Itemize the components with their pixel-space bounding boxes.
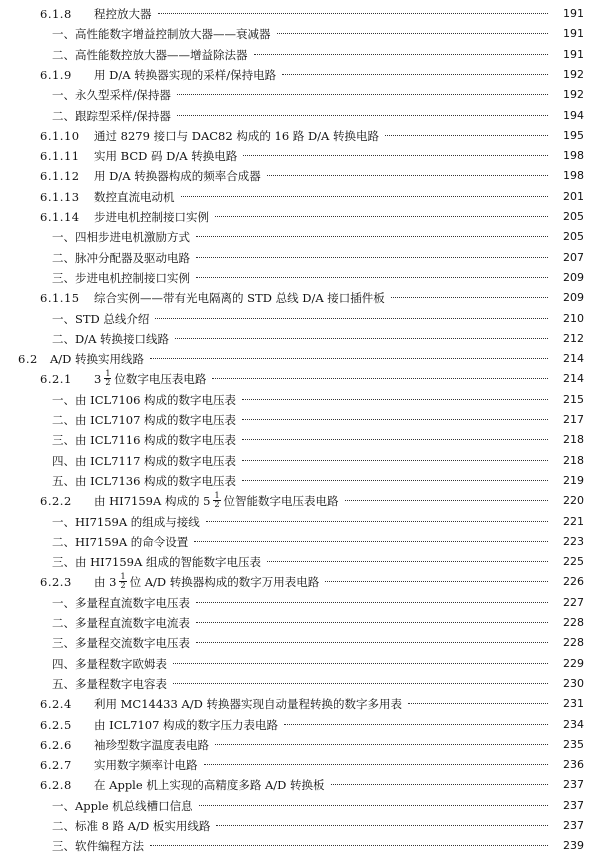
- entry-title: [94, 572, 319, 592]
- entry-title: [52, 329, 169, 349]
- title-text: 步进电机控制接口实例: [94, 210, 209, 224]
- toc-entry[interactable]: [0, 369, 611, 389]
- title-text: 通过 8279 接口与 DAC82 构成的 16 路 D/A 转换电路: [94, 128, 379, 143]
- page-number: 205: [563, 210, 584, 223]
- entry-title: [52, 85, 171, 105]
- section-number: 6.1.9: [40, 67, 72, 82]
- toc-entry[interactable]: [0, 613, 611, 633]
- page-number: 209: [563, 270, 584, 284]
- title-text: 用 D/A 转换器实现的采样/保持电路: [94, 67, 277, 82]
- title-text: 袖珍型数字温度表电路: [94, 737, 209, 752]
- title-text: 利用 MC14433 A/D 转换器实现自动量程转换的数字多用表: [94, 697, 403, 712]
- title-text: 四、多量程数字欧姆表: [52, 656, 167, 671]
- dot-leader: [215, 744, 548, 745]
- entry-title: [52, 552, 261, 572]
- toc-entry[interactable]: [0, 451, 611, 471]
- title-text: 一、四相步进电机激励方式: [52, 230, 190, 245]
- dot-leader: [196, 602, 548, 603]
- toc-entry[interactable]: [0, 471, 611, 491]
- dot-leader: [215, 216, 548, 217]
- page-number: 237: [563, 819, 584, 832]
- dot-leader: [196, 236, 548, 237]
- entry-title: [94, 166, 261, 186]
- page-number: 239: [563, 839, 584, 853]
- toc-entry[interactable]: [0, 674, 611, 694]
- section-number: 6.1.14: [40, 210, 80, 224]
- page-number: 228: [563, 636, 584, 650]
- toc-entry[interactable]: [0, 816, 611, 836]
- dot-leader: [385, 135, 548, 136]
- toc-entry[interactable]: [0, 268, 611, 288]
- page-number: 226: [563, 575, 584, 589]
- dot-leader: [199, 805, 548, 806]
- title-text: 三、由 ICL7116 构成的数字电压表: [52, 433, 237, 448]
- dot-leader: [331, 784, 548, 785]
- entry-title: [52, 654, 167, 674]
- title-text: 数控直流电动机: [94, 189, 175, 204]
- toc-entry[interactable]: [0, 430, 611, 450]
- fraction-denominator: 2: [120, 580, 126, 590]
- section-number: 6.2.2: [40, 494, 72, 509]
- toc-entry[interactable]: [0, 24, 611, 44]
- dot-leader: [408, 703, 548, 704]
- section-number: 6.2.6: [40, 737, 72, 752]
- toc-entry[interactable]: [0, 65, 611, 85]
- title-text: 二、跟踪型采样/保持器: [52, 108, 171, 123]
- dot-leader: [242, 480, 548, 481]
- fraction: [104, 370, 111, 387]
- page-number: 231: [563, 697, 584, 711]
- fraction: [213, 492, 220, 509]
- title-prefix: 由 3: [94, 575, 117, 590]
- toc-entry[interactable]: [0, 106, 611, 126]
- title-text: 综合实例——带有光电隔离的 STD 总线 D/A 接口插件板: [94, 291, 385, 306]
- entry-title: [52, 410, 236, 430]
- title-text: 三、步进电机控制接口实例: [52, 270, 190, 285]
- page-number: 219: [563, 473, 584, 487]
- toc-entry[interactable]: [0, 45, 611, 65]
- page-number: 191: [563, 47, 584, 61]
- dot-leader: [173, 683, 548, 684]
- dot-leader: [196, 257, 548, 258]
- page-number: 195: [563, 128, 584, 142]
- dot-leader: [150, 845, 548, 846]
- page-number: 220: [563, 494, 584, 508]
- toc-entry[interactable]: [0, 410, 611, 430]
- page-number: 223: [563, 534, 584, 548]
- page-number: 227: [563, 595, 584, 609]
- fraction-denominator: 2: [105, 377, 111, 387]
- dot-leader: [177, 115, 548, 116]
- entry-title: [52, 471, 236, 491]
- toc-entry[interactable]: [0, 572, 611, 592]
- toc-entry[interactable]: [0, 309, 611, 329]
- entry-title: [50, 349, 144, 369]
- fraction-numerator: 1: [214, 490, 220, 500]
- toc-entry[interactable]: [0, 694, 611, 714]
- toc-entry[interactable]: [0, 146, 611, 166]
- dot-leader: [181, 196, 549, 197]
- dot-leader: [150, 358, 548, 359]
- toc-entry[interactable]: [0, 4, 611, 24]
- entry-title: [94, 146, 237, 166]
- page-number: 221: [563, 514, 584, 528]
- toc-entry[interactable]: [0, 329, 611, 349]
- dot-leader: [267, 561, 548, 562]
- entry-title: [52, 106, 171, 126]
- title-text: 实用 BCD 码 D/A 转换电路: [94, 149, 238, 164]
- dot-leader: [175, 338, 548, 339]
- dot-leader: [391, 297, 548, 298]
- title-text: 四、由 ICL7117 构成的数字电压表: [52, 453, 237, 468]
- entry-title: [52, 248, 190, 268]
- page-number: 225: [563, 555, 584, 569]
- entry-title: [94, 491, 339, 511]
- title-text: A/D 转换实用线路: [50, 352, 145, 367]
- page-number: 209: [563, 291, 584, 305]
- section-number: 6.2.8: [40, 778, 72, 793]
- title-text: 三、软件编程方法: [52, 839, 144, 854]
- entry-title: [94, 755, 198, 775]
- entry-title: [94, 187, 175, 207]
- dot-leader: [155, 318, 548, 319]
- entry-title: [94, 694, 402, 714]
- dot-leader: [282, 74, 548, 75]
- page-number: 214: [563, 352, 584, 366]
- page-number: 237: [563, 798, 584, 812]
- section-number: 6.2.5: [40, 717, 72, 732]
- title-text: 五、由 ICL7136 构成的数字电压表: [52, 473, 237, 488]
- entry-title: [52, 227, 190, 247]
- entry-title: [52, 24, 271, 44]
- page-number: 228: [563, 616, 584, 629]
- dot-leader: [177, 94, 548, 95]
- section-number: 6.1.12: [40, 169, 80, 184]
- section-number: 6.2.3: [40, 575, 72, 590]
- toc-entry[interactable]: [0, 126, 611, 146]
- page-number: 237: [563, 778, 584, 792]
- dot-leader: [325, 581, 548, 582]
- entry-title: [52, 451, 236, 471]
- section-number: 6.1.13: [40, 189, 80, 204]
- toc-entry[interactable]: [0, 532, 611, 552]
- entry-title: [52, 816, 210, 836]
- toc-entry[interactable]: [0, 796, 611, 816]
- page-number: 236: [563, 758, 584, 772]
- toc-entry[interactable]: [0, 248, 611, 268]
- entry-title: [52, 593, 190, 613]
- toc-entry[interactable]: [0, 836, 611, 856]
- section-number: 6.1.10: [40, 128, 80, 143]
- dot-leader: [216, 825, 548, 826]
- section-number: 6.2: [18, 352, 38, 367]
- title-text: 二、标准 8 路 A/D 板实用线路: [52, 819, 211, 833]
- entry-title: [94, 65, 276, 85]
- entry-title: [52, 45, 248, 65]
- entry-title: [94, 4, 152, 24]
- toc-entry[interactable]: [0, 715, 611, 735]
- title-text: 五、多量程数字电容表: [52, 676, 167, 691]
- title-text: 由 ICL7107 构成的数字压力表电路: [94, 717, 279, 732]
- title-prefix: 由 HI7159A 构成的 5: [94, 494, 211, 509]
- title-text: 一、Apple 机总线槽口信息: [52, 798, 193, 813]
- page-number: 191: [563, 27, 584, 41]
- title-text: 一、HI7159A 的组成与接线: [52, 514, 200, 529]
- page-number: 198: [563, 169, 584, 183]
- toc-entry[interactable]: [0, 227, 611, 247]
- title-text: 在 Apple 机上实现的高精度多路 A/D 转换板: [94, 778, 325, 793]
- title-text: 二、D/A 转换接口线路: [52, 331, 170, 346]
- entry-title: [52, 430, 236, 450]
- dot-leader: [242, 439, 548, 440]
- entry-title: [52, 268, 190, 288]
- page-number: 234: [563, 717, 584, 731]
- toc-entry[interactable]: [0, 775, 611, 795]
- page-number: 235: [563, 737, 584, 751]
- dot-leader: [206, 521, 548, 522]
- dot-leader: [254, 54, 549, 55]
- page-number: 192: [563, 67, 584, 81]
- title-text: 一、多量程直流数字电压表: [52, 595, 190, 610]
- section-number: 6.1.15: [40, 291, 80, 306]
- page-number: 201: [563, 189, 584, 203]
- title-text: 二、HI7159A 的命令设置: [52, 534, 189, 549]
- entry-title: [52, 633, 190, 653]
- title-text: 一、高性能数字增益控制放大器——衰减器: [52, 27, 271, 42]
- title-text: 用 D/A 转换器构成的频率合成器: [94, 169, 261, 184]
- dot-leader: [242, 399, 548, 400]
- toc-entry[interactable]: [0, 207, 611, 227]
- title-prefix: 3: [94, 372, 102, 387]
- entry-title: [52, 674, 167, 694]
- dot-leader: [267, 175, 548, 176]
- toc-entry[interactable]: [0, 512, 611, 532]
- page-number: 214: [563, 372, 584, 386]
- title-text: 程控放大器: [94, 7, 152, 21]
- fraction-numerator: 1: [120, 571, 126, 581]
- page-number: 205: [563, 230, 584, 244]
- title-text: 一、永久型采样/保持器: [52, 88, 171, 103]
- entry-title: [94, 126, 379, 146]
- fraction-numerator: 1: [105, 368, 111, 378]
- section-number: 6.2.4: [40, 697, 72, 712]
- title-text: 位智能数字电压表电路: [223, 494, 339, 509]
- page-number: 191: [563, 7, 584, 20]
- entry-title: [52, 836, 144, 856]
- section-number: 6.2.7: [40, 758, 72, 773]
- toc-entry[interactable]: [0, 593, 611, 613]
- title-text: 二、脉冲分配器及驱动电路: [52, 250, 190, 265]
- dot-leader: [196, 642, 548, 643]
- dot-leader: [194, 541, 548, 542]
- title-text: 一、由 ICL7106 构成的数字电压表: [52, 392, 237, 407]
- entry-title: [52, 390, 236, 410]
- toc-entry[interactable]: [0, 755, 611, 775]
- dot-leader: [242, 419, 548, 420]
- section-number: 6.2.1: [40, 372, 72, 387]
- entry-title: [94, 715, 278, 735]
- entry-title: [52, 796, 193, 816]
- entry-title: [52, 532, 188, 552]
- page-number: 230: [563, 676, 584, 690]
- section-number: 6.1.11: [40, 149, 80, 164]
- dot-leader: [242, 460, 548, 461]
- title-text: 实用数字频率计电路: [94, 758, 198, 773]
- page-number: 192: [563, 88, 584, 102]
- title-text: 三、由 HI7159A 组成的智能数字电压表: [52, 555, 261, 570]
- dot-leader: [284, 724, 548, 725]
- page-number: 229: [563, 656, 584, 670]
- page-number: 218: [563, 433, 584, 447]
- title-text: 位 A/D 转换器构成的数字万用表电路: [129, 575, 320, 590]
- page-number: 194: [563, 108, 584, 122]
- page-number: 218: [563, 453, 584, 467]
- page-number: 215: [563, 392, 584, 406]
- dot-leader: [204, 764, 549, 765]
- fraction: [119, 573, 126, 590]
- dot-leader: [196, 277, 548, 278]
- toc-entry[interactable]: [0, 166, 611, 186]
- toc-entry[interactable]: [0, 654, 611, 674]
- toc-entry[interactable]: [0, 735, 611, 755]
- title-text: 一、STD 总线介绍: [52, 311, 150, 326]
- dot-leader: [173, 663, 548, 664]
- dot-leader: [196, 622, 548, 623]
- title-text: 二、由 ICL7107 构成的数字电压表: [52, 413, 237, 427]
- entry-title: [94, 207, 209, 227]
- title-text: 三、多量程交流数字电压表: [52, 636, 190, 651]
- entry-title: [94, 775, 325, 795]
- fraction-denominator: 2: [214, 499, 220, 509]
- title-text: 二、多量程直流数字电流表: [52, 616, 190, 630]
- entry-title: [52, 613, 190, 633]
- section-number: 6.1.8: [40, 7, 72, 21]
- toc-entry[interactable]: [0, 633, 611, 653]
- entry-title: [94, 288, 385, 308]
- page-number: 207: [563, 250, 584, 264]
- entry-title: [52, 512, 200, 532]
- toc-entry[interactable]: [0, 390, 611, 410]
- title-text: 位数字电压表电路: [114, 372, 207, 387]
- entry-title: [52, 309, 149, 329]
- toc-entry[interactable]: [0, 349, 611, 369]
- toc-entry[interactable]: [0, 288, 611, 308]
- dot-leader: [243, 155, 548, 156]
- page-number: 217: [563, 413, 584, 426]
- title-text: 二、高性能数控放大器——增益除法器: [52, 47, 248, 62]
- dot-leader: [158, 13, 549, 14]
- entry-title: [94, 735, 209, 755]
- toc-entry[interactable]: [0, 85, 611, 105]
- dot-leader: [345, 500, 548, 501]
- toc-entry[interactable]: [0, 491, 611, 511]
- page-number: 198: [563, 149, 584, 163]
- dot-leader: [212, 378, 548, 379]
- toc-entry[interactable]: [0, 552, 611, 572]
- toc-entry[interactable]: [0, 187, 611, 207]
- entry-title: [94, 369, 206, 389]
- dot-leader: [277, 33, 549, 34]
- page-number: 212: [563, 331, 584, 345]
- page-number: 210: [563, 311, 584, 325]
